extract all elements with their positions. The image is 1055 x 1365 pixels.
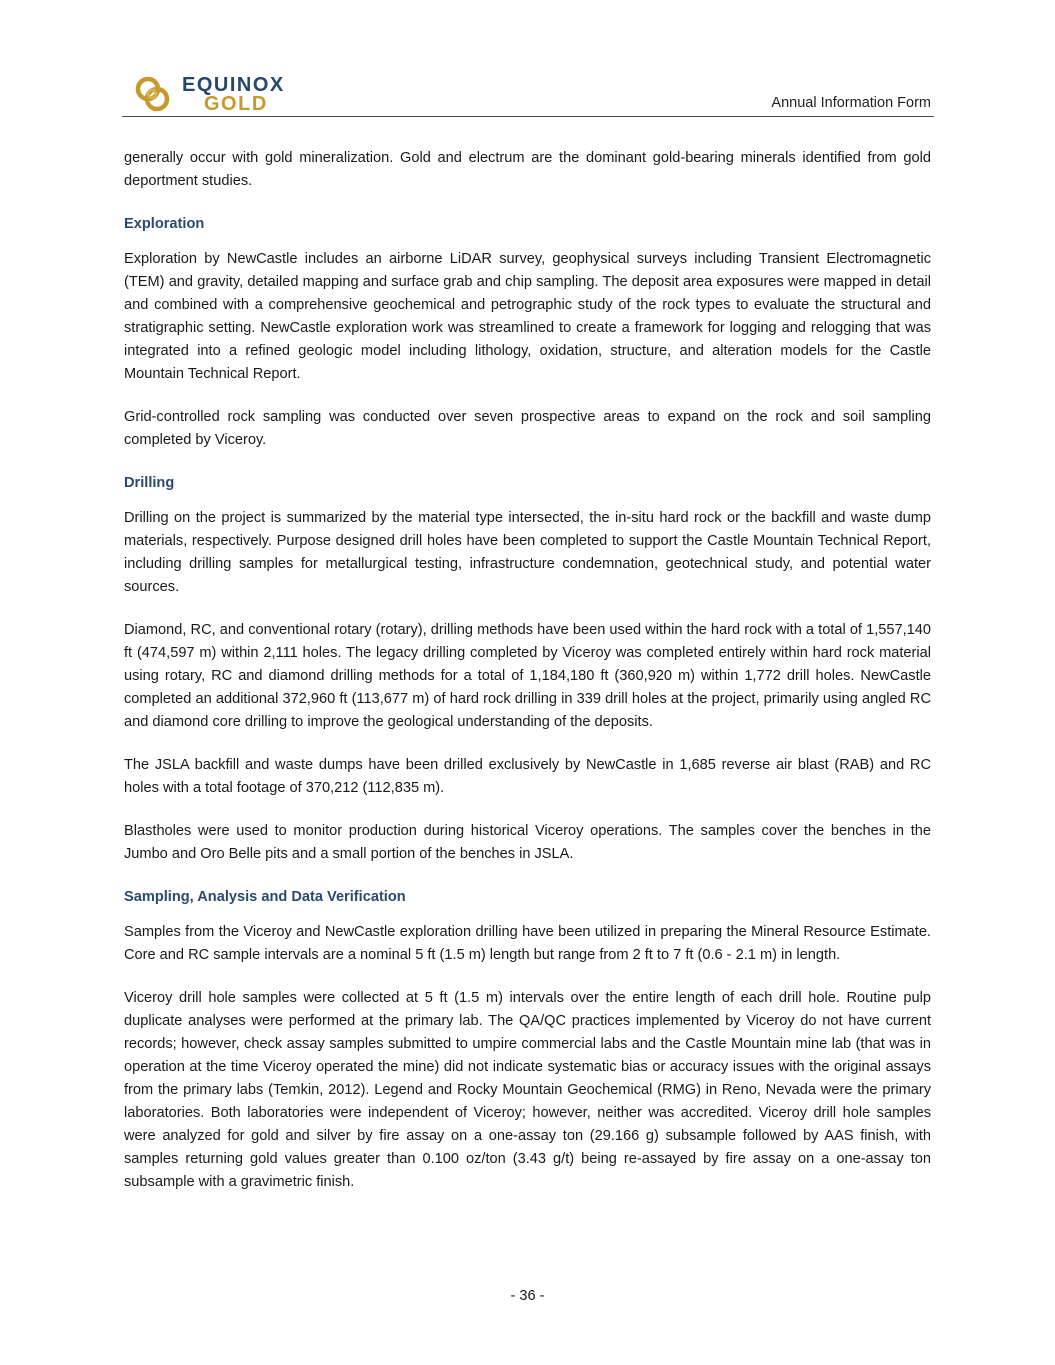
paragraph: Drilling on the project is summarized by the material type intersected, the in-situ hard rock or the backfill and waste dump materials, respectively. Purpose designed drill holes have been completed to support the Castle Mountain Technical Report, including drilling samples for metallurgical testing, infrastructure condemnation, geotechnical study, and potential water sources.: [124, 510, 931, 595]
paragraph: Diamond, RC, and conventional rotary (rotary), drilling methods have been used within the hard rock with a total of 1,557,140 ft (474,597 m) within 2,111 holes. The legacy drilling completed by Viceroy was completed entirely within hard rock material using rotary, RC and diamond drilling methods for a total of 1,184,180 ft (360,920 m) within 1,772 drill holes. NewCastle completed an additional 372,960 ft (113,677 m) of hard rock drilling in 339 drill holes at the project, primarily using angled RC and diamond core drilling to improve the geological understanding of the deposits.: [124, 622, 931, 730]
paragraph: Viceroy drill hole samples were collected at 5 ft (1.5 m) intervals over the entire length of each drill hole. Routine pulp duplicate analyses were performed at the primary lab. The QA/QC practices implemented by Viceroy do not have current records; however, check assay samples submitted to umpire commercial labs and the Castle Mountain mine lab (that was in operation at the time Viceroy operated the mine) did not indicate systematic bias or accuracy issues with the original assays from the primary labs (Temkin, 2012). Legend and Rocky Mountain Geochemical (RMG) in Reno, Nevada were the primary laboratories. Both laboratories were independent of Viceroy; however, neither was accredited. Viceroy drill hole samples were analyzed for gold and silver by fire assay on a one-assay ton (29.166 g) subsample followed by AAS finish, with samples returning gold values greater than 0.100 oz/ton (3.43 g/t) being re-assayed by fire assay on a one-assay ton subsample with a gravimetric finish.: [124, 990, 931, 1190]
paragraph: Samples from the Viceroy and NewCastle exploration drilling have been utilized in preparing the Mineral Resource Estimate. Core and RC sample intervals are a nominal 5 ft (1.5 m) length but range from 2 ft to 7 ft (0.6 - 2.1 m) in length.: [124, 924, 931, 963]
section-heading-drilling: Drilling: [124, 475, 175, 491]
company-logo: [132, 72, 302, 116]
paragraph: The JSLA backfill and waste dumps have been drilled exclusively by NewCastle in 1,685 reverse air blast (RAB) and RC holes with a total footage of 370,212 (112,835 m).: [124, 757, 931, 796]
page-header: [122, 70, 934, 117]
paragraph: generally occur with gold mineralization. Gold and electrum are the dominant gold-bearing minerals identified from gold deportment studies.: [124, 150, 931, 189]
section-heading-sampling: Sampling, Analysis and Data Verification: [124, 889, 406, 905]
logo-text-gold: GOLD: [204, 93, 268, 115]
logo-text-equinox: EQUINOX: [182, 74, 285, 96]
page-content: [124, 147, 931, 1214]
document-title: Annual Information Form: [771, 95, 931, 111]
paragraph: Exploration by NewCastle includes an airborne LiDAR survey, geophysical surveys including Transient Electromagnetic (TEM) and gravity, detailed mapping and surface grab and chip sampling. The deposit area exposures were mapped in detail and combined with a comprehensive geochemical and petrographic study of the rock types to evaluate the structural and stratigraphic setting. NewCastle exploration work was streamlined to create a framework for logging and relogging that was integrated into a refined geologic model including lithology, oxidation, structure, and alteration models for the Castle Mountain Technical Report.: [124, 251, 931, 382]
section-heading-exploration: Exploration: [124, 216, 205, 232]
paragraph: Blastholes were used to monitor production during historical Viceroy operations. The samples cover the benches in the Jumbo and Oro Belle pits and a small portion of the benches in JSLA.: [124, 823, 931, 862]
page-number: - 36 -: [510, 1288, 545, 1304]
paragraph: Grid-controlled rock sampling was conducted over seven prospective areas to expand on the rock and soil sampling completed by Viceroy.: [124, 409, 931, 448]
logo-knot-icon: [132, 72, 176, 116]
